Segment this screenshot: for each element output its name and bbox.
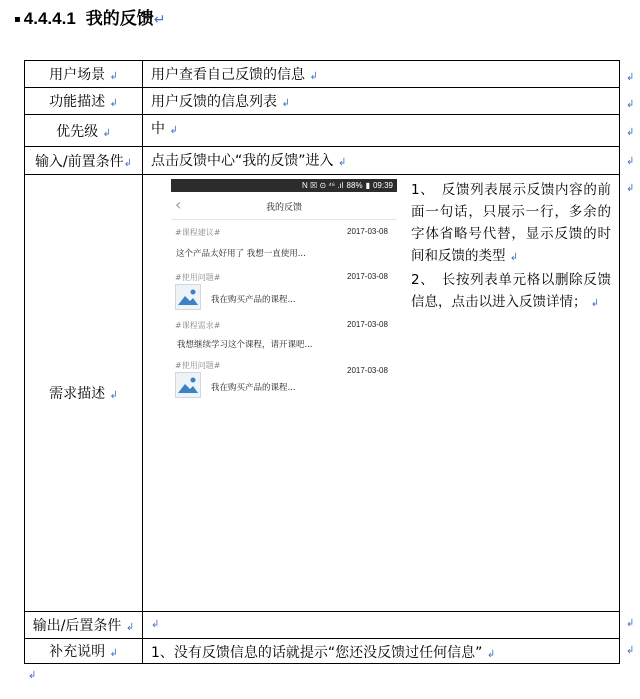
status-icons: N ☒ ⊙ ⁴⁶ .ıl [302,181,344,190]
feedback-date: 2017-03-08 [347,272,388,281]
paragraph-mark: ↲ [169,125,178,136]
label-cell [25,147,143,175]
value-cell [143,115,620,147]
feedback-text: 我在购买产品的课程... [211,295,296,305]
paragraph-mark: ↲ [590,298,600,309]
requirement-point-1 [411,179,611,269]
requirement-point-1-text: 1、 反馈列表展示反馈内容的前面一句话，只展示一行，多余的字体省略号代替，显示反馈的时间和反馈的类型 [411,182,611,264]
value-cell [143,639,620,664]
heading-number: 4.4.4.1 [23,9,76,28]
paragraph-mark: ↲ [337,157,347,168]
paragraph-mark: ↲ [102,127,111,139]
paragraph-mark: ↲ [125,622,135,633]
battery-icon: ▮ [365,181,370,190]
label-cell [25,88,143,115]
row-end-mark: ↲ [626,99,635,110]
value-cell [143,147,620,175]
row-extra [25,639,620,664]
feedback-date: 2017-03-08 [347,227,388,236]
row-end-mark: ↲ [626,127,635,138]
back-chevron-icon[interactable]: ‹ [175,195,182,214]
paragraph-mark: ↲ [28,670,37,681]
requirement-point-2 [411,269,611,315]
priority-label: 优先级 [56,123,99,140]
requirement-point-2-text: 2、 长按列表单元格以删除反馈信息，点击以进入反馈详情； [411,272,611,310]
feedback-type: #课程建议# [175,228,221,237]
paragraph-mark: ↲ [281,98,290,109]
feedback-date: 2017-03-08 [347,320,388,329]
paragraph-mark: ↲ [486,649,496,660]
feedback-text: 我想继续学习这个课程，请开课吧... [177,340,313,350]
input-value: 点击反馈中心“我的反馈”进入 [151,153,334,169]
label-cell [25,175,143,612]
row-end-mark: ↲ [626,72,635,83]
paragraph-mark: ↲ [151,619,160,630]
battery-level: 88% [346,181,363,190]
func-label: 功能描述 [49,94,106,110]
extra-value: 1、没有反馈信息的话就提示“您还没反馈过任何信息” [151,645,483,661]
row-input [25,147,620,175]
feedback-type: #课程需求# [175,321,221,330]
section-heading [14,4,166,29]
spec-table [24,60,620,664]
paragraph-mark: ↵ [153,12,166,28]
feedback-text: 我在购买产品的课程... [211,383,296,393]
status-bar [171,179,397,192]
feedback-date: 2017-03-08 [347,366,388,375]
scene-label: 用户场景 [49,67,106,83]
func-value: 用户反馈的信息列表 [151,94,277,110]
row-output [25,612,620,639]
scene-value: 用户查看自己反馈的信息 [151,67,305,83]
heading-bullet: ▪ [14,13,21,25]
status-time: 09:39 [372,181,393,190]
row-end-mark: ↲ [626,618,635,629]
paragraph-mark: ↲ [309,71,318,82]
row-requirement [25,175,620,612]
row-end-mark: ↲ [626,156,635,167]
heading-title: 我的反馈 [85,9,154,29]
value-cell [143,612,620,639]
output-label: 输出/后置条件 [32,618,122,634]
paragraph-mark: ↲ [109,390,118,401]
extra-label: 补充说明 [49,644,106,660]
row-scene [25,61,620,88]
req-label: 需求描述 [49,386,106,402]
paragraph-mark: ↲ [109,98,118,109]
screen-title: 我的反馈 [265,203,302,213]
paragraph-mark: ↲ [109,648,118,659]
feedback-type: #使用问题# [175,273,221,282]
requirement-content [143,175,619,608]
label-cell [25,115,143,147]
row-priority [25,115,620,147]
value-cell [143,88,620,115]
priority-value: 中 [151,121,165,137]
phone-mockup [171,179,397,419]
input-label: 输入/前置条件 [34,153,124,170]
label-cell [25,61,143,88]
row-func [25,88,620,115]
label-cell [25,612,143,639]
app-bar [171,192,397,220]
image-placeholder-icon [175,372,201,398]
value-cell [143,61,620,88]
image-placeholder-icon [175,284,201,310]
row-end-mark: ↲ [626,183,635,194]
requirement-text [411,179,611,315]
value-cell [143,175,620,612]
paragraph-mark: ↲ [109,71,118,82]
row-end-mark: ↲ [626,645,635,656]
paragraph-mark: ↲ [509,252,519,263]
feedback-text: 这个产品太好用了 我想一直使用... [176,249,306,259]
label-cell [25,639,143,664]
feedback-type: #使用问题# [175,361,221,370]
paragraph-mark: ↲ [123,157,133,169]
